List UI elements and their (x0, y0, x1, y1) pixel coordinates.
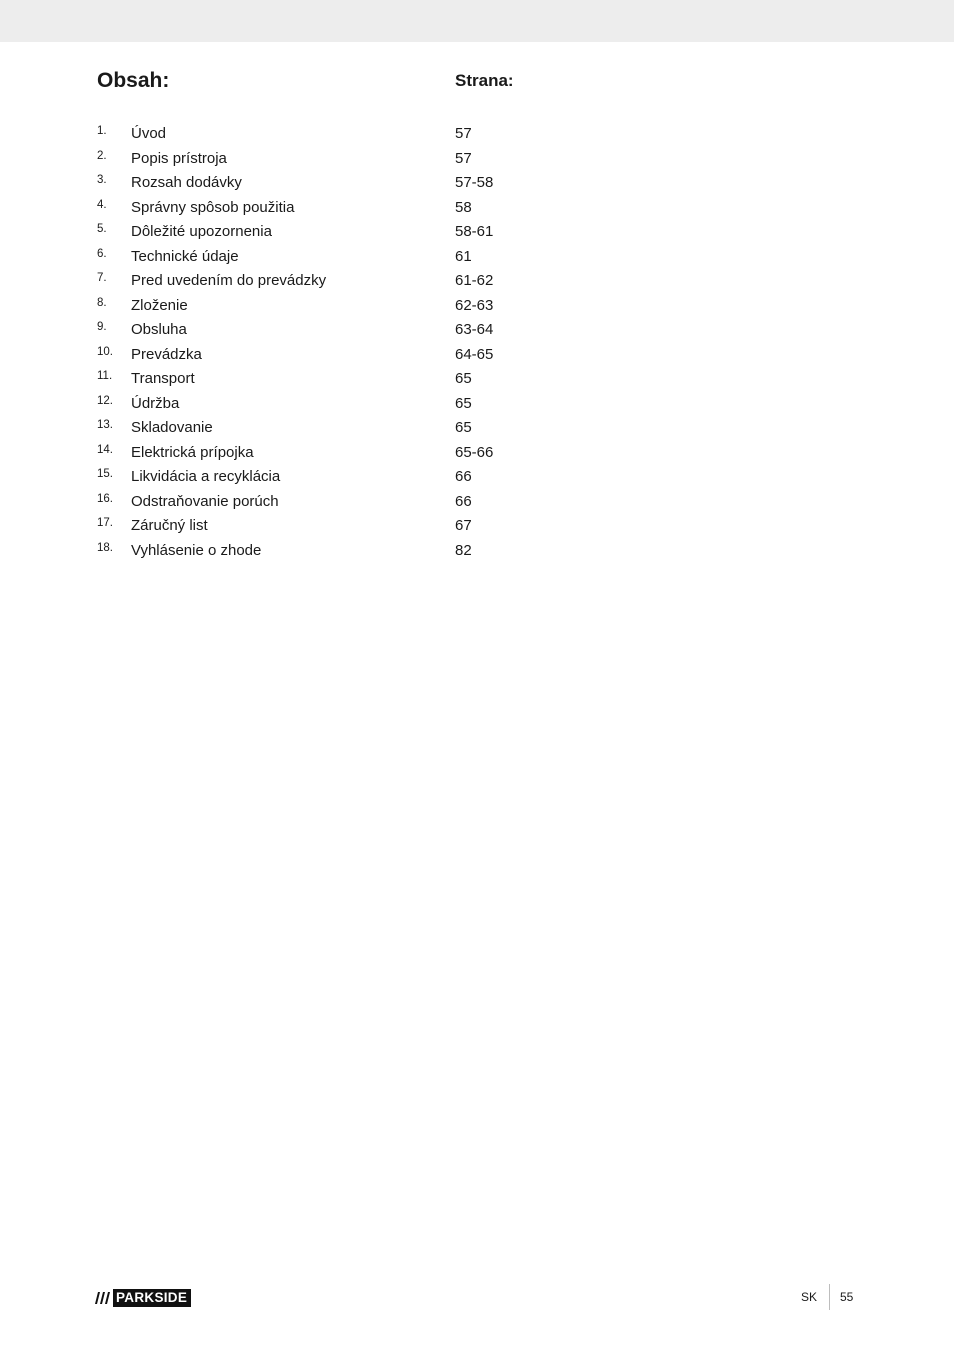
page-column-heading: Strana: (455, 71, 514, 90)
toc-entry-page: 62-63 (455, 296, 494, 314)
toc-entry-page: 65 (455, 419, 472, 436)
toc-entry-page: 66 (455, 468, 472, 485)
toc-entry-page: 57 (455, 125, 472, 142)
toc-entry (97, 122, 597, 147)
toc-entry-page: 61-62 (455, 272, 494, 289)
toc-entry-title: Prevádzka (131, 345, 202, 363)
footer-divider (829, 1284, 830, 1310)
toc-entry (97, 245, 597, 270)
toc-entry-number: 7. (97, 272, 107, 284)
page-number: 55 (840, 1290, 854, 1304)
toc-entry-number: 17. (97, 517, 113, 529)
toc-entry-title: Rozsah dodávky (131, 174, 242, 191)
toc-entry-title: Správny spôsob použitia (131, 198, 295, 216)
toc-entry (97, 465, 597, 490)
toc-entry-page: 65-66 (455, 443, 494, 461)
toc-entry-number: 15. (97, 468, 113, 480)
header-band (0, 0, 954, 42)
toc-entry (97, 441, 597, 466)
toc-heading: Obsah: (97, 69, 170, 92)
toc-entry-title: Vyhlásenie o zhode (131, 541, 262, 559)
toc-entry (97, 294, 597, 319)
toc-entry-number: 12. (97, 394, 113, 407)
parkside-stripes-icon (91, 1289, 113, 1307)
toc-entry-number: 16. (97, 492, 113, 505)
toc-entry-number: 11. (97, 370, 113, 382)
language-code: SK (801, 1290, 818, 1304)
toc-entry (97, 490, 597, 515)
toc-entry (97, 318, 597, 343)
toc-entry-title: Skladovanie (131, 419, 213, 436)
toc-entry (97, 196, 597, 221)
toc-entry (97, 539, 597, 564)
toc-entry-page: 65 (455, 394, 472, 412)
toc-entry-number: 14. (97, 443, 113, 456)
toc-entry-number: 1. (97, 125, 107, 137)
toc-entry (97, 220, 597, 245)
toc-entry-page: 64-65 (455, 345, 494, 363)
toc-entry (97, 171, 597, 196)
toc-entry (97, 367, 597, 392)
toc-entry-title: Elektrická prípojka (131, 443, 254, 461)
toc-entry-page: 66 (455, 492, 472, 510)
toc-entry-number: 2. (97, 149, 107, 162)
toc-entry (97, 147, 597, 172)
toc-entry-number: 13. (97, 419, 113, 431)
toc-entry-title: Likvidácia a recyklácia (131, 468, 281, 485)
toc-entry-title: Odstraňovanie porúch (131, 492, 279, 510)
toc-entry-page: 63-64 (455, 321, 494, 338)
toc-entry-page: 61 (455, 247, 472, 265)
toc-entry-page: 58-61 (455, 223, 494, 240)
toc-entry (97, 416, 597, 441)
toc-entry-number: 9. (97, 321, 107, 333)
toc-entry-page: 57-58 (455, 174, 494, 191)
toc-entry-title: Obsluha (131, 321, 187, 338)
toc-entry-title: Dôležité upozornenia (131, 223, 272, 240)
toc-entry-number: 10. (97, 345, 113, 358)
brand-name: PARKSIDE (113, 1289, 191, 1307)
toc-entry-title: Pred uvedením do prevádzky (131, 272, 327, 289)
toc-entry-title: Technické údaje (131, 247, 239, 265)
toc-entry (97, 514, 597, 539)
toc-entry (97, 269, 597, 294)
toc-entry-page: 58 (455, 198, 472, 216)
toc-entry (97, 343, 597, 368)
toc-entry-title: Údržba (131, 394, 180, 412)
toc-entry-number: 8. (97, 296, 107, 309)
toc-entry-page: 82 (455, 541, 472, 559)
toc-entry-number: 5. (97, 223, 107, 235)
toc-entry-title: Záručný list (131, 517, 208, 534)
toc-list (97, 122, 597, 563)
parkside-logo (91, 1289, 191, 1307)
toc-entry-title: Popis prístroja (131, 149, 227, 167)
toc-entry-number: 4. (97, 198, 107, 211)
toc-entry-number: 6. (97, 247, 107, 260)
toc-entry-number: 18. (97, 541, 113, 554)
toc-entry-title: Transport (131, 370, 195, 387)
toc-entry-page: 67 (455, 517, 472, 534)
toc-entry-page: 65 (455, 370, 472, 387)
toc-entry-title: Zloženie (131, 296, 188, 314)
toc-entry-page: 57 (455, 149, 472, 167)
toc-entry-number: 3. (97, 174, 107, 186)
toc-entry (97, 392, 597, 417)
toc-entry-title: Úvod (131, 125, 167, 142)
